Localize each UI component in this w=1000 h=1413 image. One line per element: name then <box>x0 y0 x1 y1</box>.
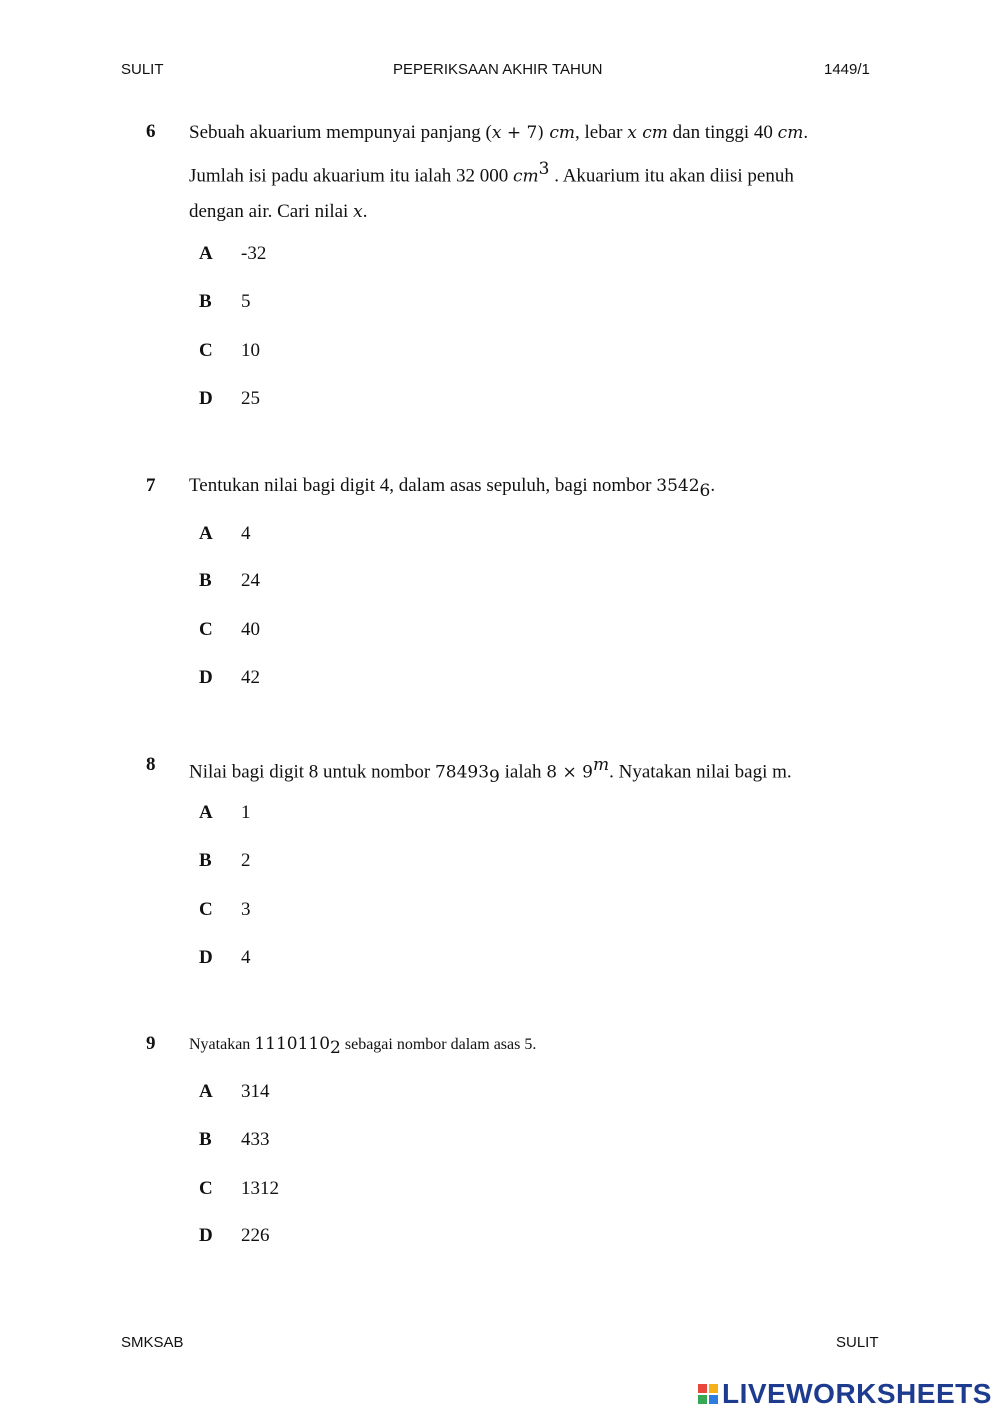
option-letter: A <box>199 523 213 544</box>
option-letter: D <box>199 947 213 968</box>
option-value: 3 <box>241 899 251 920</box>
option-letter: A <box>199 243 213 264</box>
text-run: dengan air. Cari nilai <box>189 201 354 223</box>
math-number: 1110110 <box>254 1034 331 1054</box>
option-letter: A <box>199 802 213 823</box>
question-text <box>189 115 869 230</box>
math-var: cm <box>513 166 539 187</box>
option-letter: C <box>199 1178 213 1199</box>
question-text <box>189 747 869 795</box>
question-number: 6 <box>146 121 156 142</box>
text-run: Nilai bagi digit 8 untuk nombor <box>189 761 435 783</box>
question-number: 8 <box>146 754 156 775</box>
option-a[interactable] <box>0 243 400 273</box>
option-d[interactable] <box>0 947 400 977</box>
math-var: x <box>353 202 363 223</box>
option-value: -32 <box>241 243 267 264</box>
text-run: ialah <box>499 761 547 783</box>
option-c[interactable] <box>0 899 400 929</box>
subscript: 6 <box>699 480 711 501</box>
option-letter: C <box>199 340 213 361</box>
superscript: m <box>592 755 610 775</box>
math-number: 78493 <box>434 762 490 783</box>
option-value: 4 <box>241 947 251 968</box>
logo-text: LIVEWORKSHEETS <box>722 1378 992 1409</box>
option-value: 2 <box>241 850 251 871</box>
text-run: . <box>710 475 716 496</box>
option-value: 4 <box>241 523 251 544</box>
subscript: 9 <box>489 767 500 788</box>
option-letter: B <box>199 570 212 591</box>
question-number: 7 <box>146 475 156 496</box>
option-d[interactable] <box>0 667 400 697</box>
footer-right: SULIT <box>836 1334 879 1351</box>
option-d[interactable] <box>0 388 400 418</box>
option-value: 10 <box>241 340 260 361</box>
math-var: x cm <box>627 123 668 143</box>
header-title: PEPERIKSAAN AKHIR TAHUN <box>393 61 603 78</box>
text-run: Nyatakan <box>189 1036 255 1053</box>
header-left: SULIT <box>121 61 164 78</box>
option-b[interactable] <box>0 1129 400 1159</box>
option-c[interactable] <box>0 340 400 370</box>
text-run: . Nyatakan nilai bagi m. <box>609 761 792 783</box>
option-a[interactable] <box>0 802 400 832</box>
logo-block <box>698 1384 707 1393</box>
logo-block <box>709 1395 718 1404</box>
option-letter: B <box>199 1129 212 1150</box>
text-run: . Akuarium itu akan diisi penuh <box>549 165 794 187</box>
option-a[interactable] <box>0 523 400 553</box>
question-line <box>189 115 869 151</box>
text-run: Sebuah akuarium mempunyai panjang ( <box>189 122 492 143</box>
footer-school: SMKSAB <box>121 1334 184 1351</box>
question-text <box>189 1026 869 1066</box>
math-var: cm <box>549 123 576 143</box>
option-letter: B <box>199 291 212 312</box>
option-letter: D <box>199 388 213 409</box>
liveworksheets-logo[interactable] <box>698 1378 992 1410</box>
question-number: 9 <box>146 1033 156 1054</box>
math-var: x <box>491 123 502 143</box>
text-run: Tentukan nilai bagi digit 4, dalam asas sepuluh, bagi nombor <box>189 475 657 496</box>
text-run: sebagai nombor dalam asas 5. <box>340 1036 537 1053</box>
option-letter: B <box>199 850 212 871</box>
option-value: 24 <box>241 570 260 591</box>
option-value: 42 <box>241 667 260 688</box>
option-value: 433 <box>241 1129 270 1150</box>
question-line <box>189 151 869 194</box>
text-run: . <box>362 201 368 223</box>
option-b[interactable] <box>0 291 400 321</box>
option-value: 314 <box>241 1081 270 1102</box>
logo-blocks-icon <box>698 1384 718 1404</box>
option-b[interactable] <box>0 850 400 880</box>
text-run: , lebar <box>575 122 628 143</box>
logo-block <box>698 1395 707 1404</box>
text-run: Jumlah isi padu akuarium itu ialah 32 000 <box>189 165 514 187</box>
option-letter: C <box>199 619 213 640</box>
option-letter: C <box>199 899 213 920</box>
subscript: 2 <box>330 1038 341 1059</box>
header-code: 1449/1 <box>824 61 870 78</box>
text-run: . <box>803 122 809 143</box>
option-value: 226 <box>241 1225 270 1246</box>
question-text <box>189 468 869 509</box>
option-d[interactable] <box>0 1225 400 1255</box>
text-run: dan tinggi 40 <box>667 122 778 143</box>
math-number: 3542 <box>656 476 700 496</box>
option-c[interactable] <box>0 619 400 649</box>
option-value: 40 <box>241 619 260 640</box>
option-letter: A <box>199 1081 213 1102</box>
option-value: 5 <box>241 291 251 312</box>
math-run: + 7) <box>501 123 550 143</box>
superscript: 3 <box>538 159 550 179</box>
question-line <box>189 194 869 230</box>
math-var: cm <box>777 123 804 143</box>
logo-block <box>709 1384 718 1393</box>
option-b[interactable] <box>0 570 400 600</box>
option-c[interactable] <box>0 1178 400 1208</box>
option-value: 1 <box>241 802 251 823</box>
option-a[interactable] <box>0 1081 400 1111</box>
option-value: 1312 <box>241 1178 279 1199</box>
option-letter: D <box>199 1225 213 1246</box>
option-value: 25 <box>241 388 260 409</box>
option-letter: D <box>199 667 213 688</box>
math-expression: 8 × 9 <box>546 762 593 783</box>
